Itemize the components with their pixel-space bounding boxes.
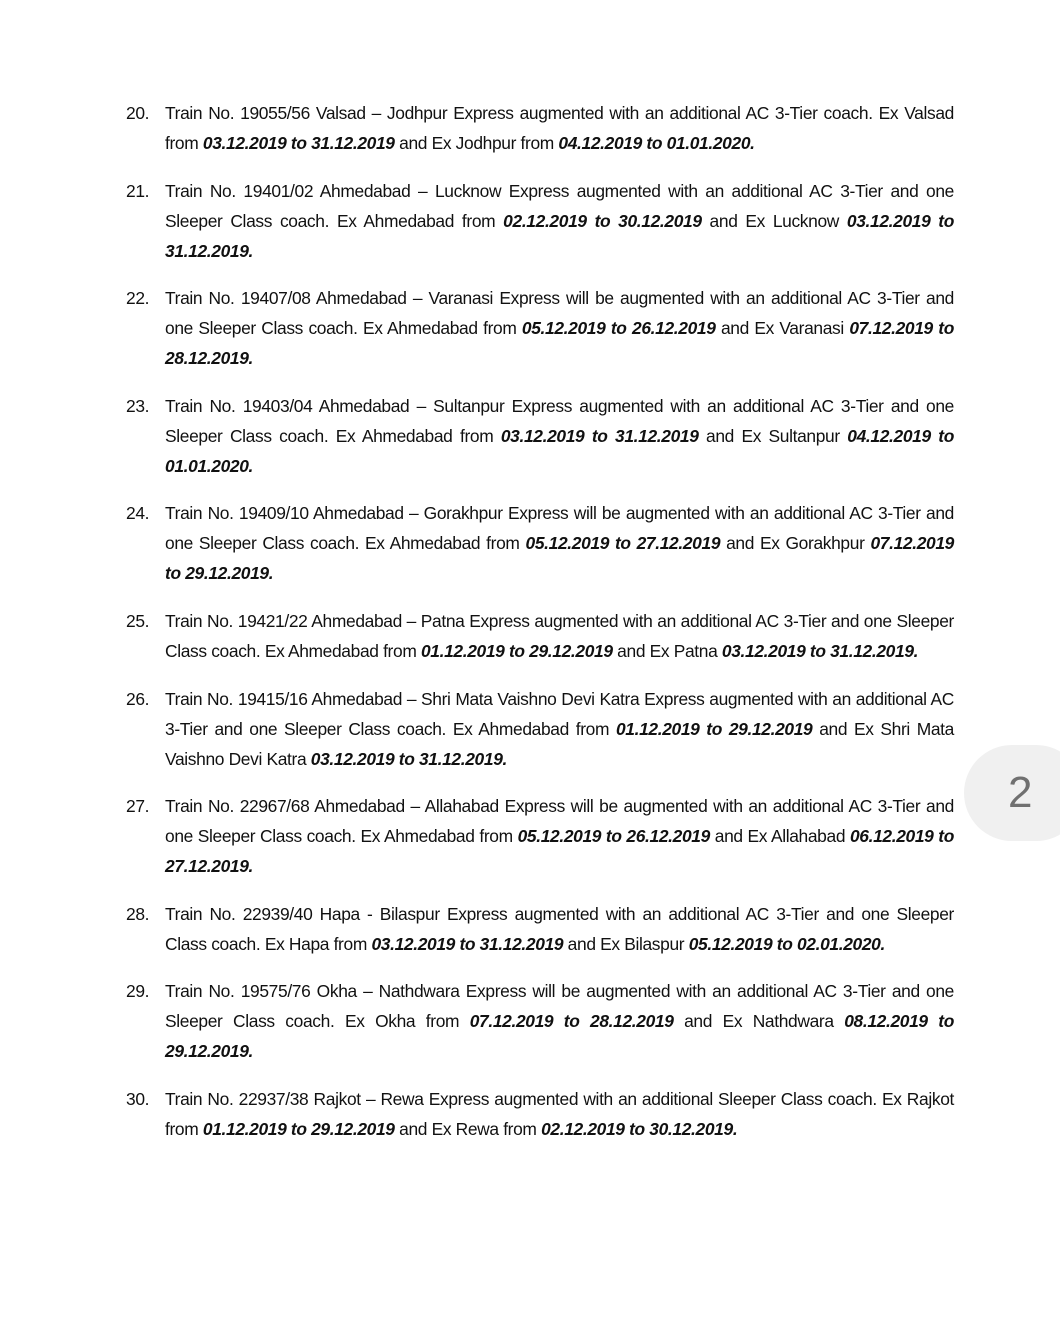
item-text (165, 791, 954, 881)
date-range: 02.12.2019 to 30.12.2019. (541, 1118, 738, 1139)
text-run: Train No. 19409/10 Ahmedabad – Gorakhpur Express will be augmented with an additional AC 3-Tier and one Sleeper Class coach. Ex Ahmedabad from (165, 503, 954, 554)
date-range: 05.12.2019 to 02.01.2020. (688, 933, 885, 954)
date-range: 03.12.2019 to 31.12.2019 (371, 933, 564, 954)
text-run: Train No. 19575/76 Okha – Nathdwara Express will be augmented with an additional AC 3-Tier and one Sleeper Class coach. Ex Okha from (165, 981, 954, 1032)
text-run: Train No. 22937/38 Rajkot – Rewa Express augmented with an additional Sleeper Class coach. Ex Rajkot from (165, 1088, 954, 1139)
list-item (126, 283, 954, 373)
text-run: Train No. 19055/56 Valsad – Jodhpur Express augmented with an additional AC 3-Tier coach. Ex Valsad from (165, 103, 954, 153)
item-text (165, 1084, 954, 1144)
list-item (126, 899, 954, 959)
date-range: 05.12.2019 to 26.12.2019 (517, 826, 710, 847)
item-number: 24. (126, 503, 150, 524)
date-range: 05.12.2019 to 27.12.2019 (525, 533, 721, 554)
date-range: 01.12.2019 to 29.12.2019 (615, 718, 813, 739)
item-text (165, 976, 954, 1066)
date-range: 07.12.2019 to 28.12.2019. (165, 318, 954, 369)
date-range: 04.12.2019 to 01.01.2020. (165, 425, 954, 476)
item-text (165, 606, 954, 666)
list-item (126, 684, 954, 774)
date-range: 05.12.2019 to 26.12.2019 (521, 318, 716, 339)
text-run: and Ex Gorakhpur (720, 533, 871, 554)
date-range: 01.12.2019 to 29.12.2019 (420, 640, 613, 661)
list-item (126, 98, 954, 158)
text-run: and Ex Lucknow (701, 210, 847, 231)
list-item (126, 791, 954, 881)
item-text (165, 176, 954, 266)
list-item (126, 1084, 954, 1144)
item-text (165, 283, 954, 373)
document-body (126, 98, 954, 1162)
date-range: 01.12.2019 to 29.12.2019 (202, 1118, 395, 1139)
text-run: and Ex Allahabad (709, 826, 850, 847)
date-range: 03.12.2019 to 31.12.2019. (721, 640, 919, 661)
text-run: Train No. 22967/68 Ahmedabad – Allahabad Express will be augmented with an additional AC 3-Tier and one Sleeper Class coach. Ex Ahmedabad from (165, 796, 954, 847)
item-number: 29. (126, 981, 150, 1002)
text-run: and Ex Jodhpur from (394, 133, 559, 153)
date-range: 07.12.2019 to 29.12.2019. (165, 533, 954, 584)
text-run: Train No. 19407/08 Ahmedabad – Varanasi Express will be augmented with an additional AC 3-Tier and one Sleeper Class coach. Ex Ahmedabad from (165, 288, 954, 339)
date-range: 02.12.2019 to 30.12.2019 (503, 210, 702, 231)
item-number: 28. (126, 903, 150, 924)
list-item (126, 976, 954, 1066)
list-item (126, 176, 954, 266)
item-number: 22. (126, 288, 150, 309)
text-run: Train No. 19403/04 Ahmedabad – Sultanpur Express augmented with an additional AC 3-Tier and one Sleeper Class coach. Ex Ahmedabad from (165, 395, 954, 446)
date-range: 03.12.2019 to 31.12.2019 (202, 133, 395, 153)
list-item (126, 606, 954, 666)
text-run: and Ex Rewa from (394, 1118, 542, 1139)
text-run: and Ex Bilaspur (563, 933, 689, 954)
text-run: and Ex Patna (612, 640, 722, 661)
page-number-badge (964, 745, 1060, 841)
item-number: 23. (126, 395, 150, 416)
date-range: 04.12.2019 to 01.01.2020. (558, 133, 755, 153)
date-range: 03.12.2019 to 31.12.2019. (165, 210, 954, 261)
item-number: 30. (126, 1088, 150, 1109)
text-run: and Ex Sultanpur (698, 425, 848, 446)
page-number: 2 (1008, 768, 1033, 817)
text-run: Train No. 19421/22 Ahmedabad – Patna Express augmented with an additional AC 3-Tier and one Sleeper Class coach. Ex Ahmedabad from (165, 610, 954, 661)
list-item (126, 498, 954, 588)
item-text (165, 498, 954, 588)
item-number: 26. (126, 688, 150, 709)
item-text (165, 899, 954, 959)
item-number: 20. (126, 103, 150, 123)
date-range: 07.12.2019 to 28.12.2019 (469, 1011, 674, 1032)
date-range: 08.12.2019 to 29.12.2019. (165, 1011, 954, 1062)
item-text (165, 391, 954, 481)
item-text (165, 98, 954, 158)
text-run: Train No. 22939/40 Hapa - Bilaspur Express augmented with an additional AC 3-Tier and one Sleeper Class coach. Ex Hapa from (165, 903, 954, 954)
item-number: 27. (126, 796, 150, 817)
list-item (126, 391, 954, 481)
date-range: 03.12.2019 to 31.12.2019. (310, 748, 508, 769)
text-run: and Ex Shri Mata Vaishno Devi Katra (165, 718, 954, 769)
text-run: Train No. 19415/16 Ahmedabad – Shri Mata Vaishno Devi Katra Express augmented with an additional AC 3-Tier and one Sleeper Class coach. Ex Ahmedabad from (165, 688, 954, 739)
text-run: and Ex Nathdwara (673, 1011, 845, 1032)
item-number: 21. (126, 180, 150, 201)
date-range: 06.12.2019 to 27.12.2019. (165, 826, 955, 877)
item-number: 25. (126, 610, 150, 631)
text-run: and Ex Varanasi (715, 318, 850, 339)
date-range: 03.12.2019 to 31.12.2019 (500, 425, 699, 446)
text-run: Train No. 19401/02 Ahmedabad – Lucknow Express augmented with an additional AC 3-Tier and one Sleeper Class coach. Ex Ahmedabad from (165, 180, 954, 231)
item-text (165, 684, 954, 774)
